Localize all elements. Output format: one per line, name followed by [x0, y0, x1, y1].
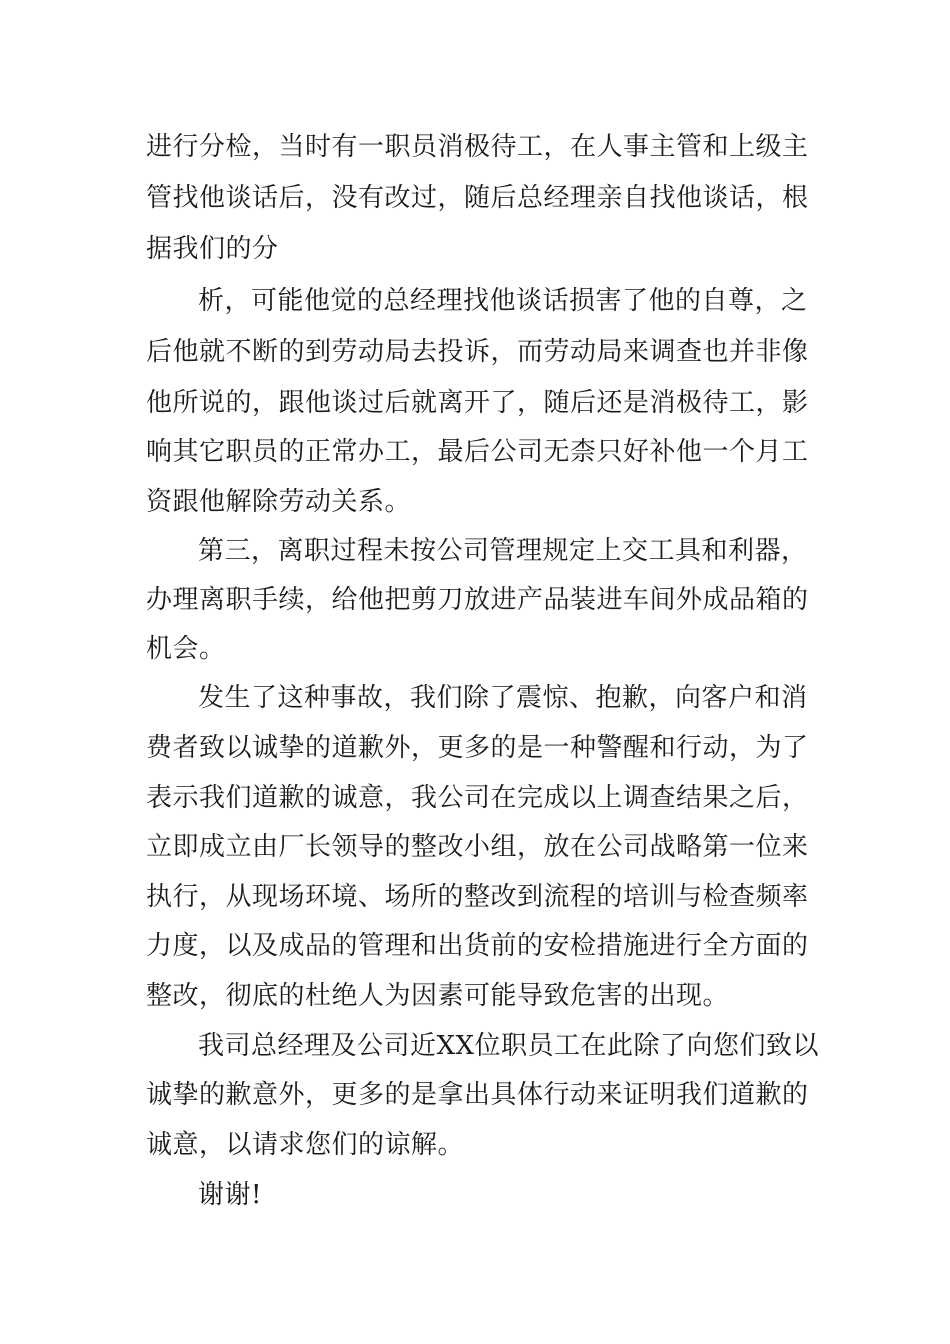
- text-line: 我司总经理及公司近XX位职员工在此除了向您们致以: [198, 1031, 820, 1061]
- text-line: 析，可能他觉的总经理找他谈话损害了他的自尊，之: [198, 286, 808, 316]
- text-line: 他所说的，跟他谈过后就离开了，随后还是消极待工，影: [146, 388, 809, 418]
- text-line: 谢谢!: [198, 1180, 262, 1210]
- text-line: 第三，离职过程未按公司管理规定上交工具和利器，: [198, 536, 808, 566]
- text-line: 响其它职员的正常办工，最后公司无柰只好补他一个月工: [146, 437, 809, 467]
- text-line: 力度，以及成品的管理和出货前的安检措施进行全方面的: [146, 931, 809, 961]
- text-line: 据我们的分: [146, 234, 279, 264]
- text-line: 进行分检，当时有一职员消极待工，在人事主管和上级主: [146, 132, 809, 162]
- text-line: 整改，彻底的杜绝人为因素可能导致危害的出现。: [146, 981, 730, 1011]
- text-line: 办理离职手续，给他把剪刀放进产品装进车间外成品箱的: [146, 585, 809, 615]
- text-line: 诚挚的歉意外，更多的是拿出具体行动来证明我们道歉的: [146, 1080, 809, 1110]
- text-line: 资跟他解除劳动关系。: [146, 487, 412, 517]
- text-line: 执行，从现场环境、场所的整改到流程的培训与检查频率: [146, 882, 809, 912]
- text-line: 管找他谈话后，没有改过，随后总经理亲自找他谈话，根: [146, 183, 809, 213]
- text-line: 后他就不断的到劳动局去投诉，而劳动局来调查也并非像: [146, 337, 809, 367]
- text-line: 机会。: [146, 634, 226, 664]
- text-line: 诚意，以请求您们的谅解。: [146, 1130, 465, 1160]
- text-line: 表示我们道歉的诚意，我公司在完成以上调查结果之后，: [146, 783, 809, 813]
- text-line: 立即成立由厂长领导的整改小组，放在公司战略第一位来: [146, 832, 809, 862]
- text-line: 发生了这种事故，我们除了震惊、抱歉，向客户和消: [198, 683, 808, 713]
- text-line: 费者致以诚挚的道歉外，更多的是一种警醒和行动，为了: [146, 733, 809, 763]
